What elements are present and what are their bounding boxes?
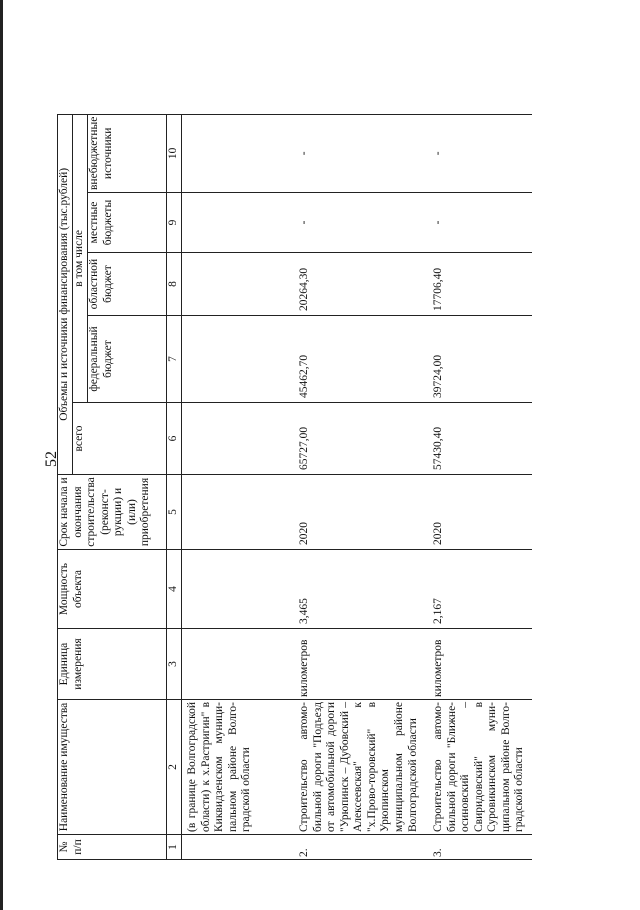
- row-regional: 20264,30: [286, 253, 420, 316]
- column-number: 4: [167, 550, 182, 629]
- table-row: [420, 114, 532, 859]
- page-number: 52: [43, 451, 60, 467]
- header-name: Наименование имущества: [58, 700, 167, 835]
- row-regional: 17706,40: [420, 253, 532, 316]
- header-total: всего: [73, 403, 167, 475]
- row-unit: километров: [286, 629, 420, 700]
- row-local: -: [420, 193, 532, 253]
- financing-table: [57, 114, 532, 860]
- row-name: Строительство автомо-бильной дороги "Подъезд от автомобильной дороги "Урюпинск – Дубовский – Алексеевская" к "х.Прово-торовский" в Урюпинском муниципальном районе Волгоградской области: [286, 700, 420, 835]
- header-capacity: Мощность объекта: [58, 550, 167, 629]
- header-unit: Единица измерения: [58, 629, 167, 700]
- header-period: Срок начала и окончания строительства (реконст-рукции) и (или) приобретения: [58, 475, 167, 550]
- table-row: [182, 114, 287, 859]
- row-period: 2020: [286, 475, 420, 550]
- row-federal: 45462,70: [286, 316, 420, 403]
- continuation-name: (в границе Волгоградской области) к х.Растригин" в Киквидзенском муници-пальном районе Волго-градской области: [182, 700, 287, 835]
- column-number: 6: [167, 403, 182, 475]
- column-number: 7: [167, 316, 182, 403]
- row-capacity: 3,465: [286, 550, 420, 629]
- header-including: в том числе: [73, 114, 88, 402]
- row-number: 2.: [286, 835, 420, 860]
- column-number: 5: [167, 475, 182, 550]
- row-federal: 39724,00: [420, 316, 532, 403]
- header-number: № п/п: [58, 835, 167, 860]
- row-name: Строительство автомо-бильной дороги "Ближне-осиновский – Свиридовский" в Суровикинском муни-ципальном районе Волго-градской области: [420, 700, 532, 835]
- row-capacity: 2,167: [420, 550, 532, 629]
- row-total: 57430,40: [420, 403, 532, 475]
- header-federal: федеральный бюджет: [88, 316, 167, 403]
- header-local: местные бюджеты: [88, 193, 167, 253]
- table-row: [286, 114, 420, 859]
- row-extra: -: [420, 114, 532, 192]
- column-number: 8: [167, 253, 182, 316]
- column-number: 3: [167, 629, 182, 700]
- column-number: 1: [167, 835, 182, 860]
- row-period: 2020: [420, 475, 532, 550]
- header-financing: Объемы и источники финансирования (тыс.рублей): [58, 114, 73, 474]
- column-number: 10: [167, 114, 182, 192]
- column-number: 9: [167, 193, 182, 253]
- row-extra: -: [286, 114, 420, 192]
- row-number: 3.: [420, 835, 532, 860]
- header-regional: областной бюджет: [88, 253, 167, 316]
- row-total: 65727,00: [286, 403, 420, 475]
- row-unit: километров: [420, 629, 532, 700]
- column-numbers-row: [167, 114, 182, 859]
- row-local: -: [286, 193, 420, 253]
- header-extra: внебюджетные источники: [88, 114, 167, 192]
- column-number: 2: [167, 700, 182, 835]
